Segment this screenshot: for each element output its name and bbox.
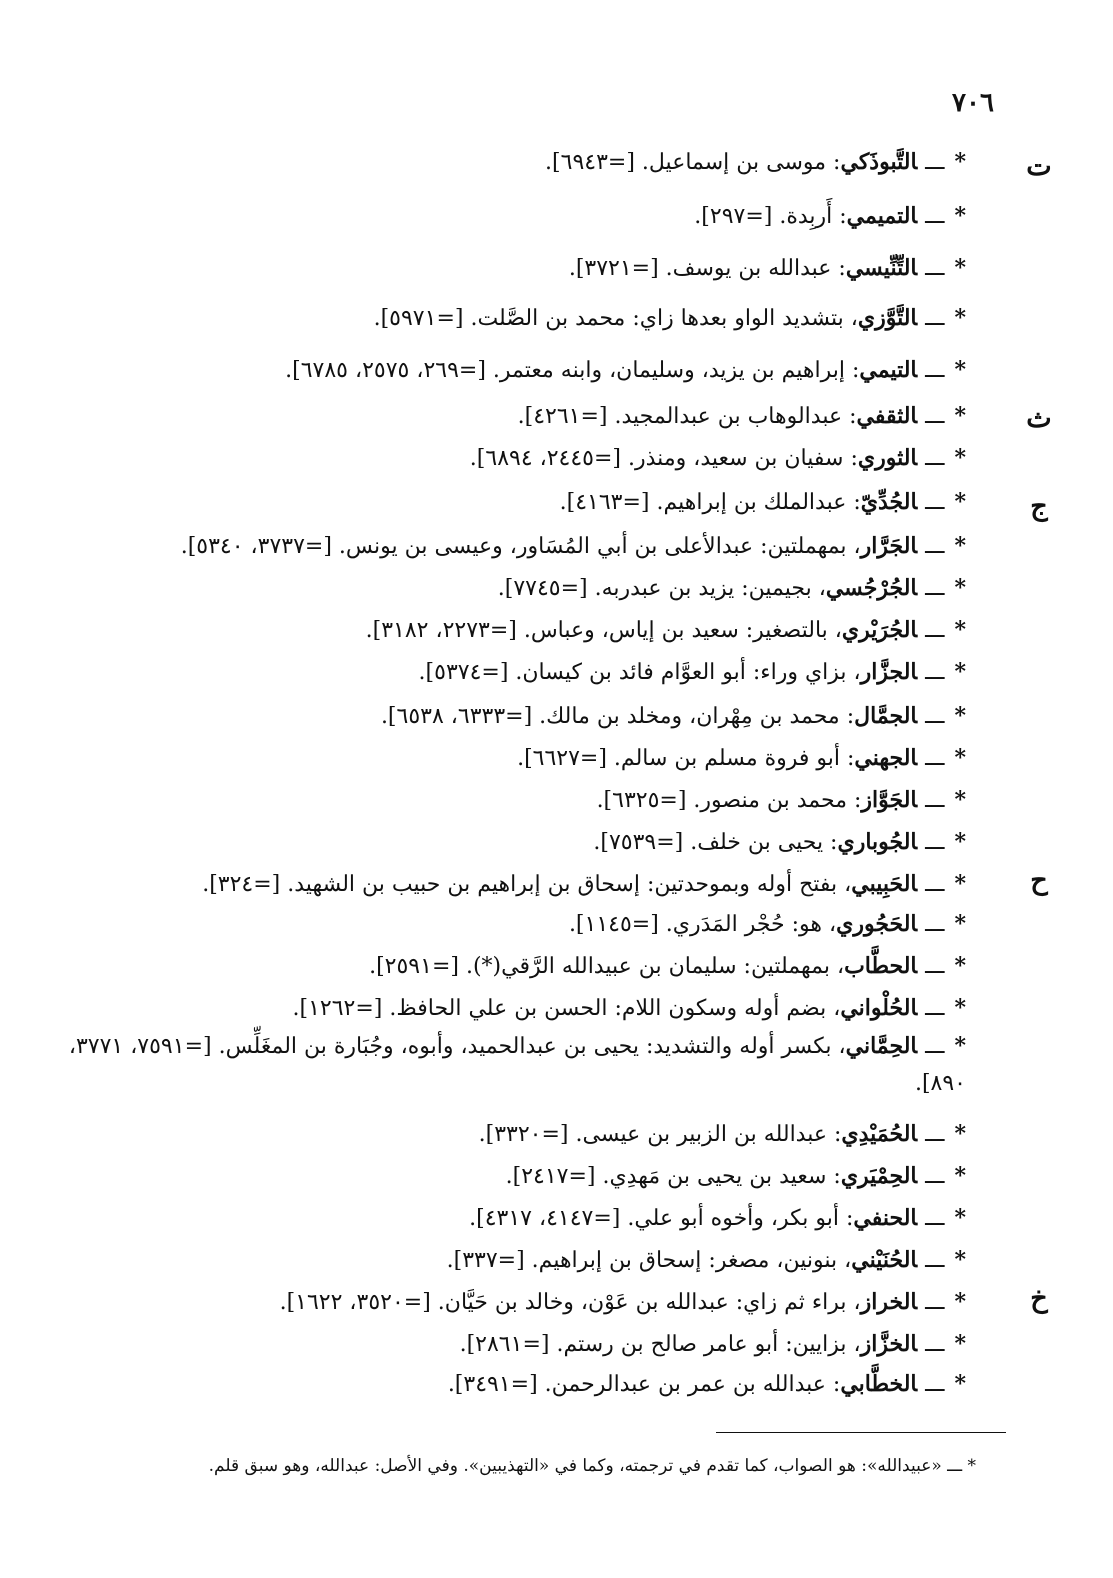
bullet-star-icon: * [954,787,966,813]
bullet-star-icon: * [954,745,966,771]
bullet-star-icon: * [954,659,966,685]
entry-nisba: التَّوَّزي [857,305,918,331]
entry-nisba: الخراز [860,1289,918,1315]
entry-text: : عبدالله بن عمر بن عبدالرحمن. [=٣٤٩١]. [447,1372,841,1397]
bullet-star-icon: * [954,357,966,383]
index-entry [30,1028,966,1102]
index-entry [30,568,966,609]
index-entry [30,1282,966,1323]
index-entry [30,298,966,339]
entry-nisba: الحِمَّاني [845,1033,918,1059]
index-entry [30,142,966,183]
entry-dash: ـــ [925,830,945,855]
entry-nisba: الحَجُوري [836,911,918,937]
entry-dash: ـــ [925,306,945,331]
entry-nisba: التيمي [859,357,918,383]
entry-dash: ـــ [925,1164,945,1189]
index-entry [30,946,966,987]
bullet-star-icon: * [954,1289,966,1315]
entry-dash: ـــ [925,1290,945,1315]
entry-text: : عبدالملك بن إبراهيم. [=٤١٦٣]. [559,490,861,515]
section-letter-ha: ح [1030,865,1048,896]
entry-dash: ـــ [925,576,945,601]
entry-dash: ـــ [925,1034,945,1059]
bullet-star-icon: * [954,445,966,471]
entry-dash: ـــ [925,1332,945,1357]
entry-nisba: الخزَّاز [860,1331,918,1357]
entry-nisba: الجمَّال [854,703,918,729]
bullet-star-icon: * [954,911,966,937]
bullet-star-icon: * [954,617,966,643]
index-entry [30,1156,966,1197]
section-letter-jim: ج [1030,491,1048,522]
entry-text: ، بكسر أوله والتشديد: يحيى بن عبدالحميد، وأبوه، وجُبَارة بن المغَلِّس. [=٧٥٩١، ٣٧٧١، ٨٩٠]. [68,1034,966,1096]
bullet-star-icon: * [954,1371,966,1397]
bullet-star-icon: * [954,1331,966,1357]
index-entry [30,610,966,651]
entry-text: : محمد بن منصور. [=٦٣٢٥]. [596,788,862,813]
index-entry [30,864,966,905]
entry-nisba: الحُنَيْني [851,1247,918,1273]
entry-dash: ـــ [925,534,945,559]
bullet-star-icon: * [954,1205,966,1231]
entry-nisba: الجزَّار [860,659,918,685]
entry-nisba: الخطَّابي [840,1371,918,1397]
entry-text: : عبدالله بن يوسف. [=٣٧٢١]. [568,256,846,281]
entry-text: ، بالتصغير: سعيد بن إياس، وعباس. [=٢٢٧٣، ٣١٨٢]. [365,618,842,643]
entry-dash: ـــ [925,746,945,771]
section-letter-tha: ث [1026,403,1052,434]
bullet-star-icon: * [954,1033,966,1059]
entry-text: ، بجيمين: يزيد بن عبدربه. [=٧٧٤٥]. [497,576,826,601]
entry-nisba: الحنفي [853,1205,918,1231]
entry-nisba: التَّبوذَكي [840,149,918,175]
entry-text: ، بمهملتين: سليمان بن عبيدالله الرَّقي(*). [=٢٥٩١]. [369,954,845,979]
entry-dash: ـــ [925,1206,945,1231]
entry-dash: ـــ [925,446,945,471]
index-entry [30,482,966,523]
index-entry [30,438,966,479]
entry-dash: ـــ [925,1372,945,1397]
bullet-star-icon: * [954,403,966,429]
entry-nisba: الجُدِّيّ [860,489,918,515]
index-entry [30,904,966,945]
entry-nisba: الجَرَّار [860,533,918,559]
footnote: * ـــ «عبيدالله»: هو الصواب، كما تقدم في ترجمته، وكما في «التهذيبين». وفي الأصل: عبدالله، وهو سبق قلم. [208,1456,976,1476]
entry-nisba: الحُمَيْدِي [841,1121,918,1147]
bullet-star-icon: * [954,995,966,1021]
entry-text: : عبدالوهاب بن عبدالمجيد. [=٤٢٦١]. [517,404,857,429]
entry-dash: ـــ [925,490,945,515]
entry-nisba: الحَبِيبي [851,871,918,897]
entry-text: : إبراهيم بن يزيد، وسليمان، وابنه معتمر. [=٢٦٩، ٢٥٧٥، ٦٧٨٥]. [285,358,860,383]
entry-text: : محمد بن مِهْران، ومخلد بن مالك. [=٦٣٣٣، ٦٥٣٨]. [380,704,855,729]
entry-nisba: الحطَّاب [844,953,918,979]
entry-text: ، بضم أوله وسكون اللام: الحسن بن علي الحافظ. [=١٢٦٢]. [292,996,841,1021]
entry-dash: ـــ [925,660,945,685]
entry-text: ، هو: حُجْر المَدَري. [=١١٤٥]. [568,912,837,937]
entry-nisba: التميمي [846,203,918,229]
page-number: ٧٠٦ [952,88,994,118]
entry-dash: ـــ [925,358,945,383]
entry-nisba: الحُلْواني [840,995,918,1021]
index-entry [30,1240,966,1281]
index-entry [30,652,966,693]
entry-text: : سفيان بن سعيد، ومنذر. [=٢٤٤٥، ٦٨٩٤]. [469,446,858,471]
entry-text: : موسى بن إسماعيل. [=٦٩٤٣]. [545,150,841,175]
entry-nisba: الجُرْجُسي [825,575,918,601]
bullet-star-icon: * [954,953,966,979]
index-entry [30,196,966,237]
entry-dash: ـــ [925,954,945,979]
entry-nisba: الثقفي [856,403,918,429]
bullet-star-icon: * [954,305,966,331]
index-entry [30,396,966,437]
entry-nisba: الثوري [857,445,918,471]
bullet-star-icon: * [954,575,966,601]
entry-dash: ـــ [925,912,945,937]
entry-text: : عبدالله بن الزبير بن عيسى. [=٣٣٢٠]. [478,1122,842,1147]
entry-dash: ـــ [925,256,945,281]
entry-text: ، بتشديد الواو بعدها زاي: محمد بن الصَّلت. [=٥٩٧١]. [373,306,858,331]
entry-text: ، بزاي وراء: أبو العوَّام فائد بن كيسان. [=٥٣٧٤]. [418,660,861,685]
index-entry [30,248,966,289]
entry-dash: ـــ [925,872,945,897]
section-letter-kha: خ [1030,1283,1048,1314]
index-entry [30,822,966,863]
entry-dash: ـــ [925,150,945,175]
index-entry [30,696,966,737]
entry-text: : أبو بكر، وأخوه أبو علي. [=٤١٤٧، ٤٣١٧]. [469,1206,854,1231]
entry-text: : سعيد بن يحيى بن مَهدِي. [=٢٤١٧]. [505,1164,841,1189]
footnote-rule [716,1432,1006,1433]
bullet-star-icon: * [954,829,966,855]
entry-dash: ـــ [925,996,945,1021]
index-entry [30,1324,966,1365]
entry-dash: ـــ [925,1122,945,1147]
index-entry [30,526,966,567]
bullet-star-icon: * [954,533,966,559]
index-entry [30,350,966,391]
entry-text: ، بمهملتين: عبدالأعلى بن أبي المُسَاور، وعيسى بن يونس. [=٣٧٣٧، ٥٣٤٠]. [180,534,861,559]
entry-nisba: الجُوباري [837,829,918,855]
bullet-star-icon: * [954,203,966,229]
entry-text: ، بزايين: أبو عامر صالح بن رستم. [=٢٨٦١]. [459,1332,861,1357]
section-letter-ta: ت [1026,151,1052,182]
entry-text: : أَربِدة. [=٢٩٧]. [694,204,847,229]
bullet-star-icon: * [954,1121,966,1147]
entry-nisba: الجُرَيْري [841,617,918,643]
bullet-star-icon: * [954,1247,966,1273]
entry-text: ، بفتح أوله وبموحدتين: إسحاق بن إبراهيم بن حبيب بن الشهيد. [=٣٢٤]. [202,872,852,897]
index-entry [30,780,966,821]
bullet-star-icon: * [954,703,966,729]
entry-dash: ـــ [925,788,945,813]
entry-text: : يحيى بن خلف. [=٧٥٣٩]. [593,830,838,855]
index-entry [30,1364,966,1405]
bullet-star-icon: * [954,871,966,897]
entry-nisba: التِّنِّيسي [845,255,918,281]
entry-dash: ـــ [925,618,945,643]
bullet-star-icon: * [954,489,966,515]
entry-nisba: الجهني [854,745,918,771]
entry-dash: ـــ [925,704,945,729]
bullet-star-icon: * [954,149,966,175]
index-entry [30,1114,966,1155]
entry-text: ، بنونين، مصغر: إسحاق بن إبراهيم. [=٣٣٧]. [446,1248,852,1273]
entry-text: ، براء ثم زاي: عبدالله بن عَوْن، وخالد بن حَيَّان. [=٣٥٢٠، ١٦٢٢]. [279,1290,861,1315]
index-entry [30,1198,966,1239]
bullet-star-icon: * [954,255,966,281]
entry-text: : أبو فروة مسلم بن سالم. [=٦٦٢٧]. [517,746,855,771]
index-entry [30,988,966,1029]
entry-dash: ـــ [925,204,945,229]
bullet-star-icon: * [954,1163,966,1189]
entry-dash: ـــ [925,1248,945,1273]
entry-dash: ـــ [925,404,945,429]
index-entry [30,738,966,779]
entry-nisba: الحِمْيَري [840,1163,918,1189]
entry-nisba: الجَوَّاز [861,787,918,813]
